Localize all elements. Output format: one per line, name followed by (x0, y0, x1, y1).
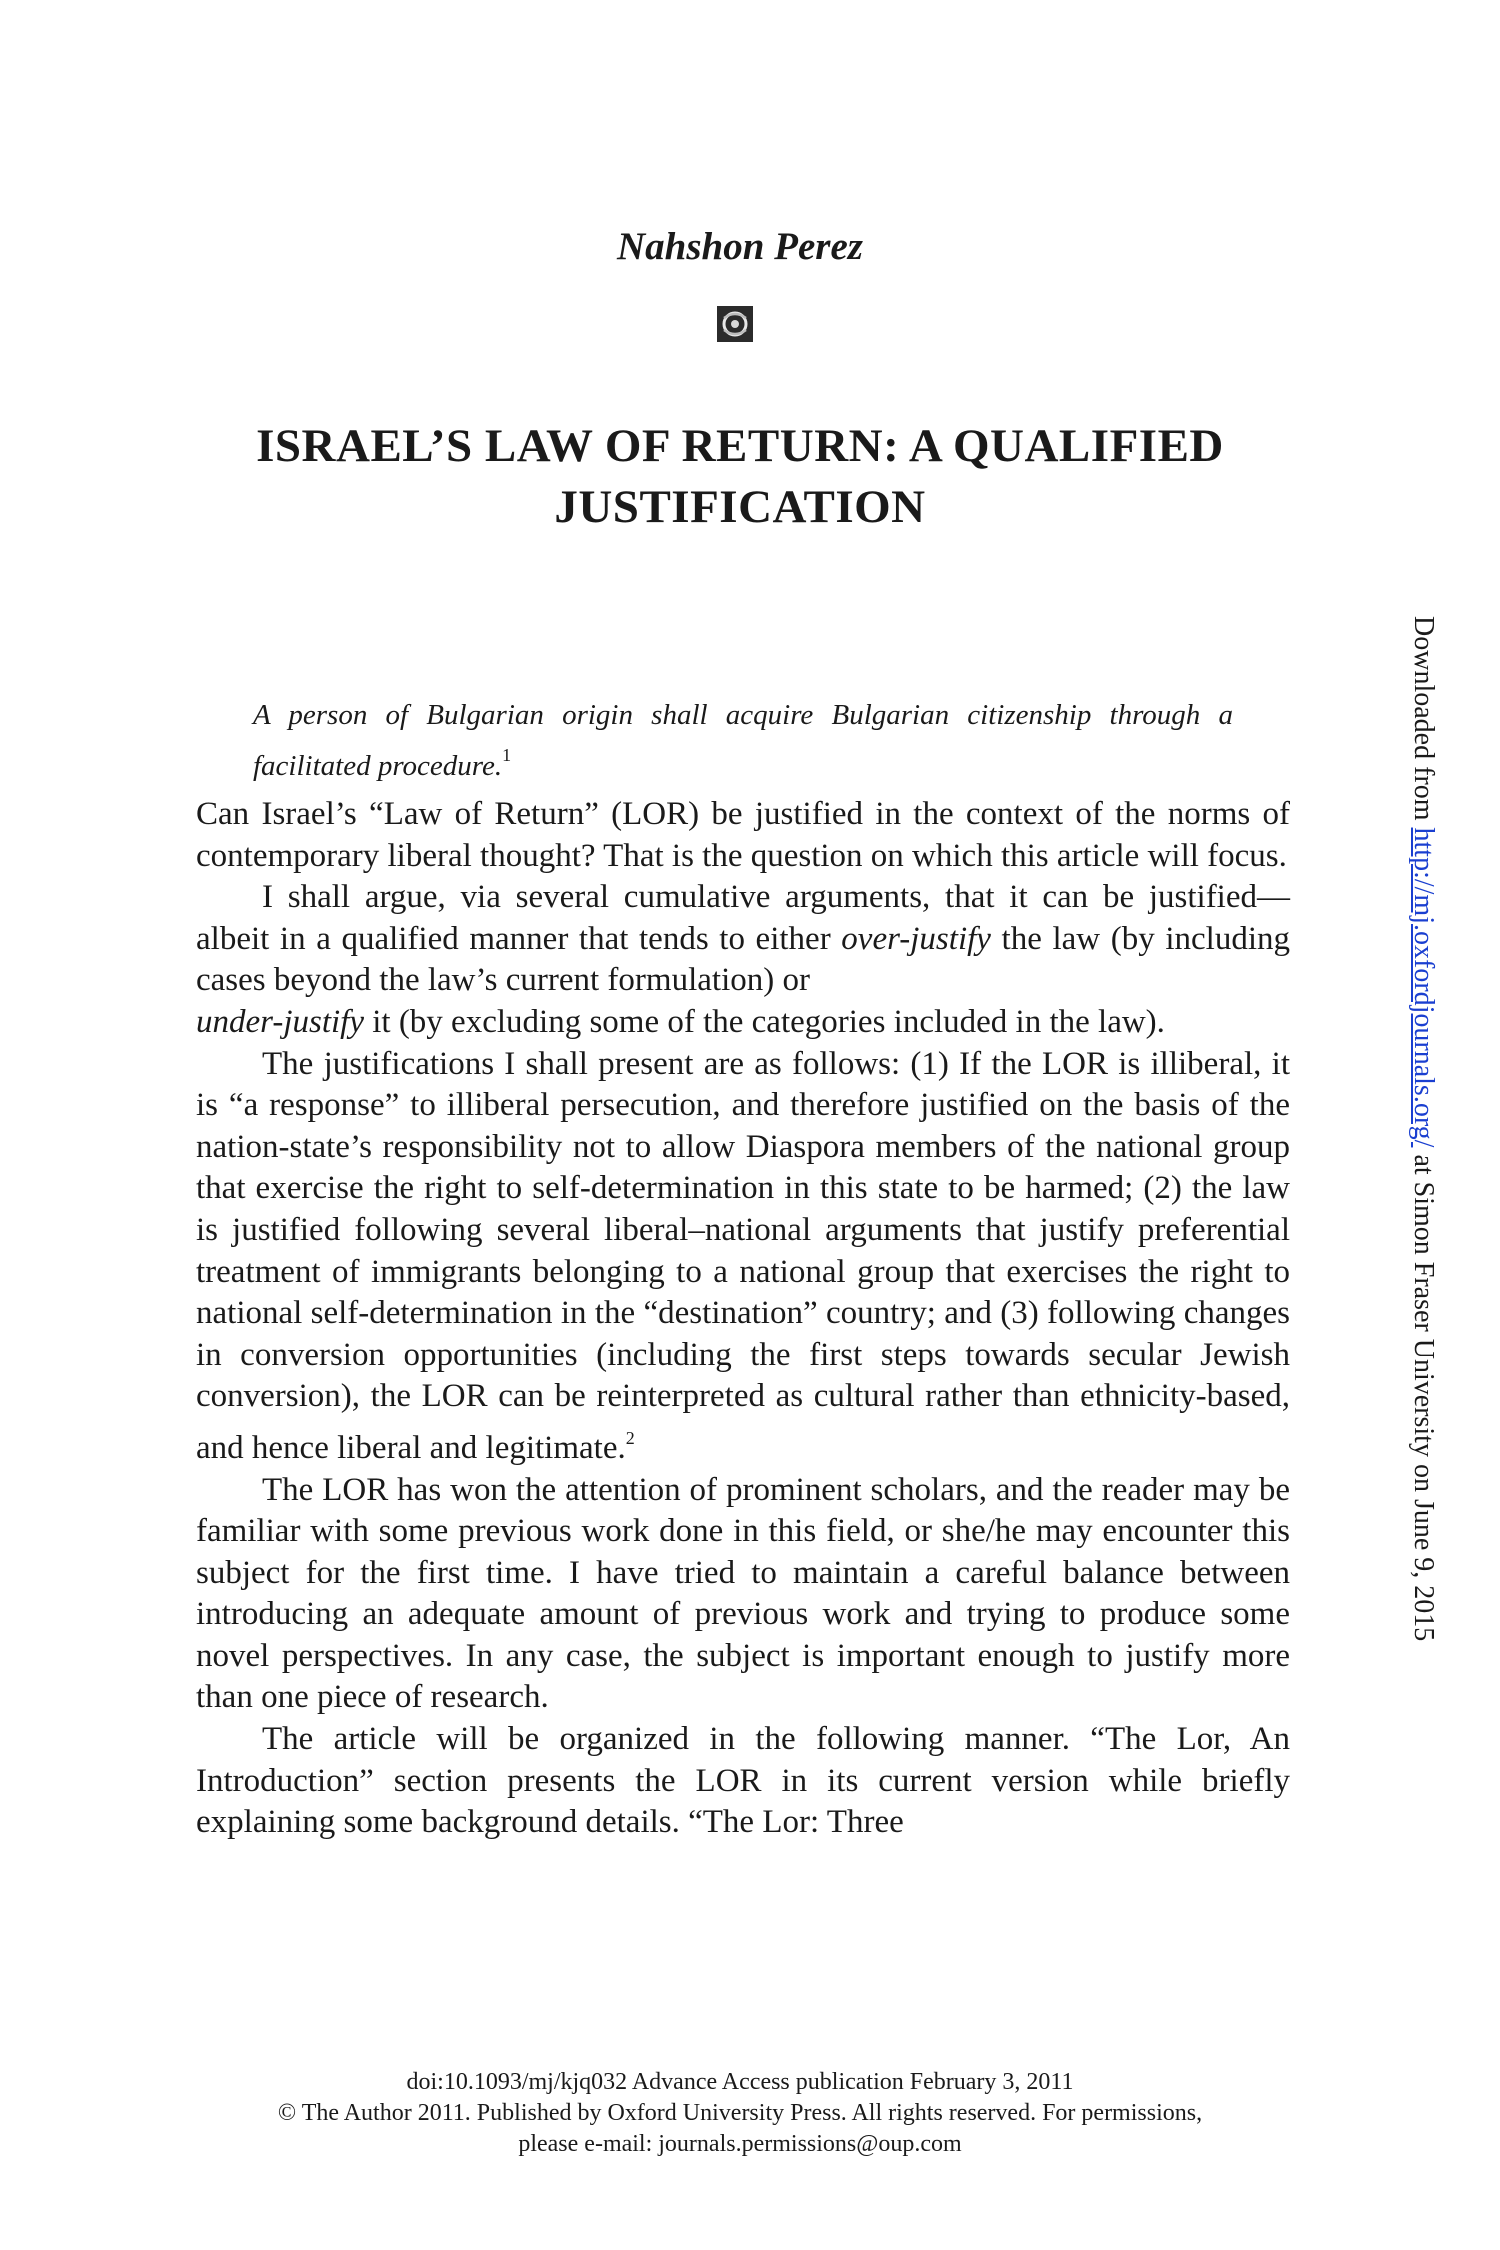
article-title (150, 416, 1330, 538)
title-line-2: JUSTIFICATION (554, 481, 926, 533)
paragraph-4: The LOR has won the attention of prominent scholars, and the reader may be familiar with some previous work done in this field, or she/he may encounter this subject for the first time. I have tried to maintain a careful balance between introducing an adequate amount of previous work and trying to produce some novel perspectives. In any case, the subject is important enough to justify more than one piece of research. (196, 1471, 1290, 1716)
page-footer (150, 2067, 1330, 2160)
download-notice-suffix: at Simon Fraser University on June 9, 2015 (1408, 1147, 1439, 1642)
footnote-marker-1[interactable]: 1 (502, 745, 512, 765)
permissions-email-line: please e-mail: journals.permissions@oup.com (518, 2131, 962, 2157)
paragraph-2 (196, 877, 1290, 1043)
download-notice (1408, 616, 1438, 1641)
journal-link[interactable]: http://mj.oxfordjournals.org/ (1408, 827, 1439, 1148)
paragraph-2-part-b: the law (by including cases beyond the law’s current formulation) or (196, 920, 1290, 999)
paragraph-5: The article will be organized in the following manner. “The Lor, An Introduction” section presents the LOR in its current version while briefly explaining some background details. “The Lor: Three (196, 1721, 1290, 1841)
copyright-line: © The Author 2011. Published by Oxford University Press. All rights reserved. For permissions, (277, 2100, 1203, 2126)
paragraph-2-part-a: I shall argue, via several cumulative arguments, that it can be justified—albeit in a qualified manner that tends to either (196, 879, 1290, 957)
emphasis-under-justify: under-justify (196, 1003, 364, 1040)
paragraph-3-text: The justifications I shall present are as follows: (1) If the LOR is illiberal, it is “a response” to illiberal persecution, and therefore justified on the basis of the nation-state’s responsibility not to allow Diaspora members of the national group that exercise the right to self-determination in this state to be harmed; (2) the law is justified following several liberal–national arguments that justify preferential treatment of immigrants belonging to a national group that exercises the right to national self-determination in the “destination” country; and (3) following changes in conversion opportunities (including the first steps towards secular Jewish conversion), the LOR can be reinterpreted as cultural rather than ethnicity-based, and hence liberal and legitimate. (196, 1045, 1290, 1466)
emphasis-over-justify: over-justify (841, 920, 991, 957)
paragraph-3 (196, 1044, 1290, 1470)
epigraph (253, 695, 1233, 786)
footnote-marker-2[interactable]: 2 (625, 1427, 635, 1448)
knot-ornament-icon (717, 306, 753, 342)
paragraph-1: Can Israel’s “Law of Return” (LOR) be justified in the context of the norms of contemporary liberal thought? That is the question on which this article will focus. (196, 796, 1290, 874)
epigraph-text: A person of Bulgarian origin shall acquire Bulgarian citizenship through a facilitated procedure. (253, 699, 1233, 782)
author-name: Nahshon Perez (617, 225, 863, 268)
title-line-1: ISRAEL’S LAW OF RETURN: A QUALIFIED (256, 420, 1224, 472)
paragraph-2-part-c: it (by excluding some of the categories included in the law). (363, 1003, 1165, 1040)
article-body (196, 794, 1290, 1844)
doi-line: doi:10.1093/mj/kjq032 Advance Access publication February 3, 2011 (406, 2069, 1074, 2095)
download-notice-prefix: Downloaded from (1408, 616, 1439, 828)
